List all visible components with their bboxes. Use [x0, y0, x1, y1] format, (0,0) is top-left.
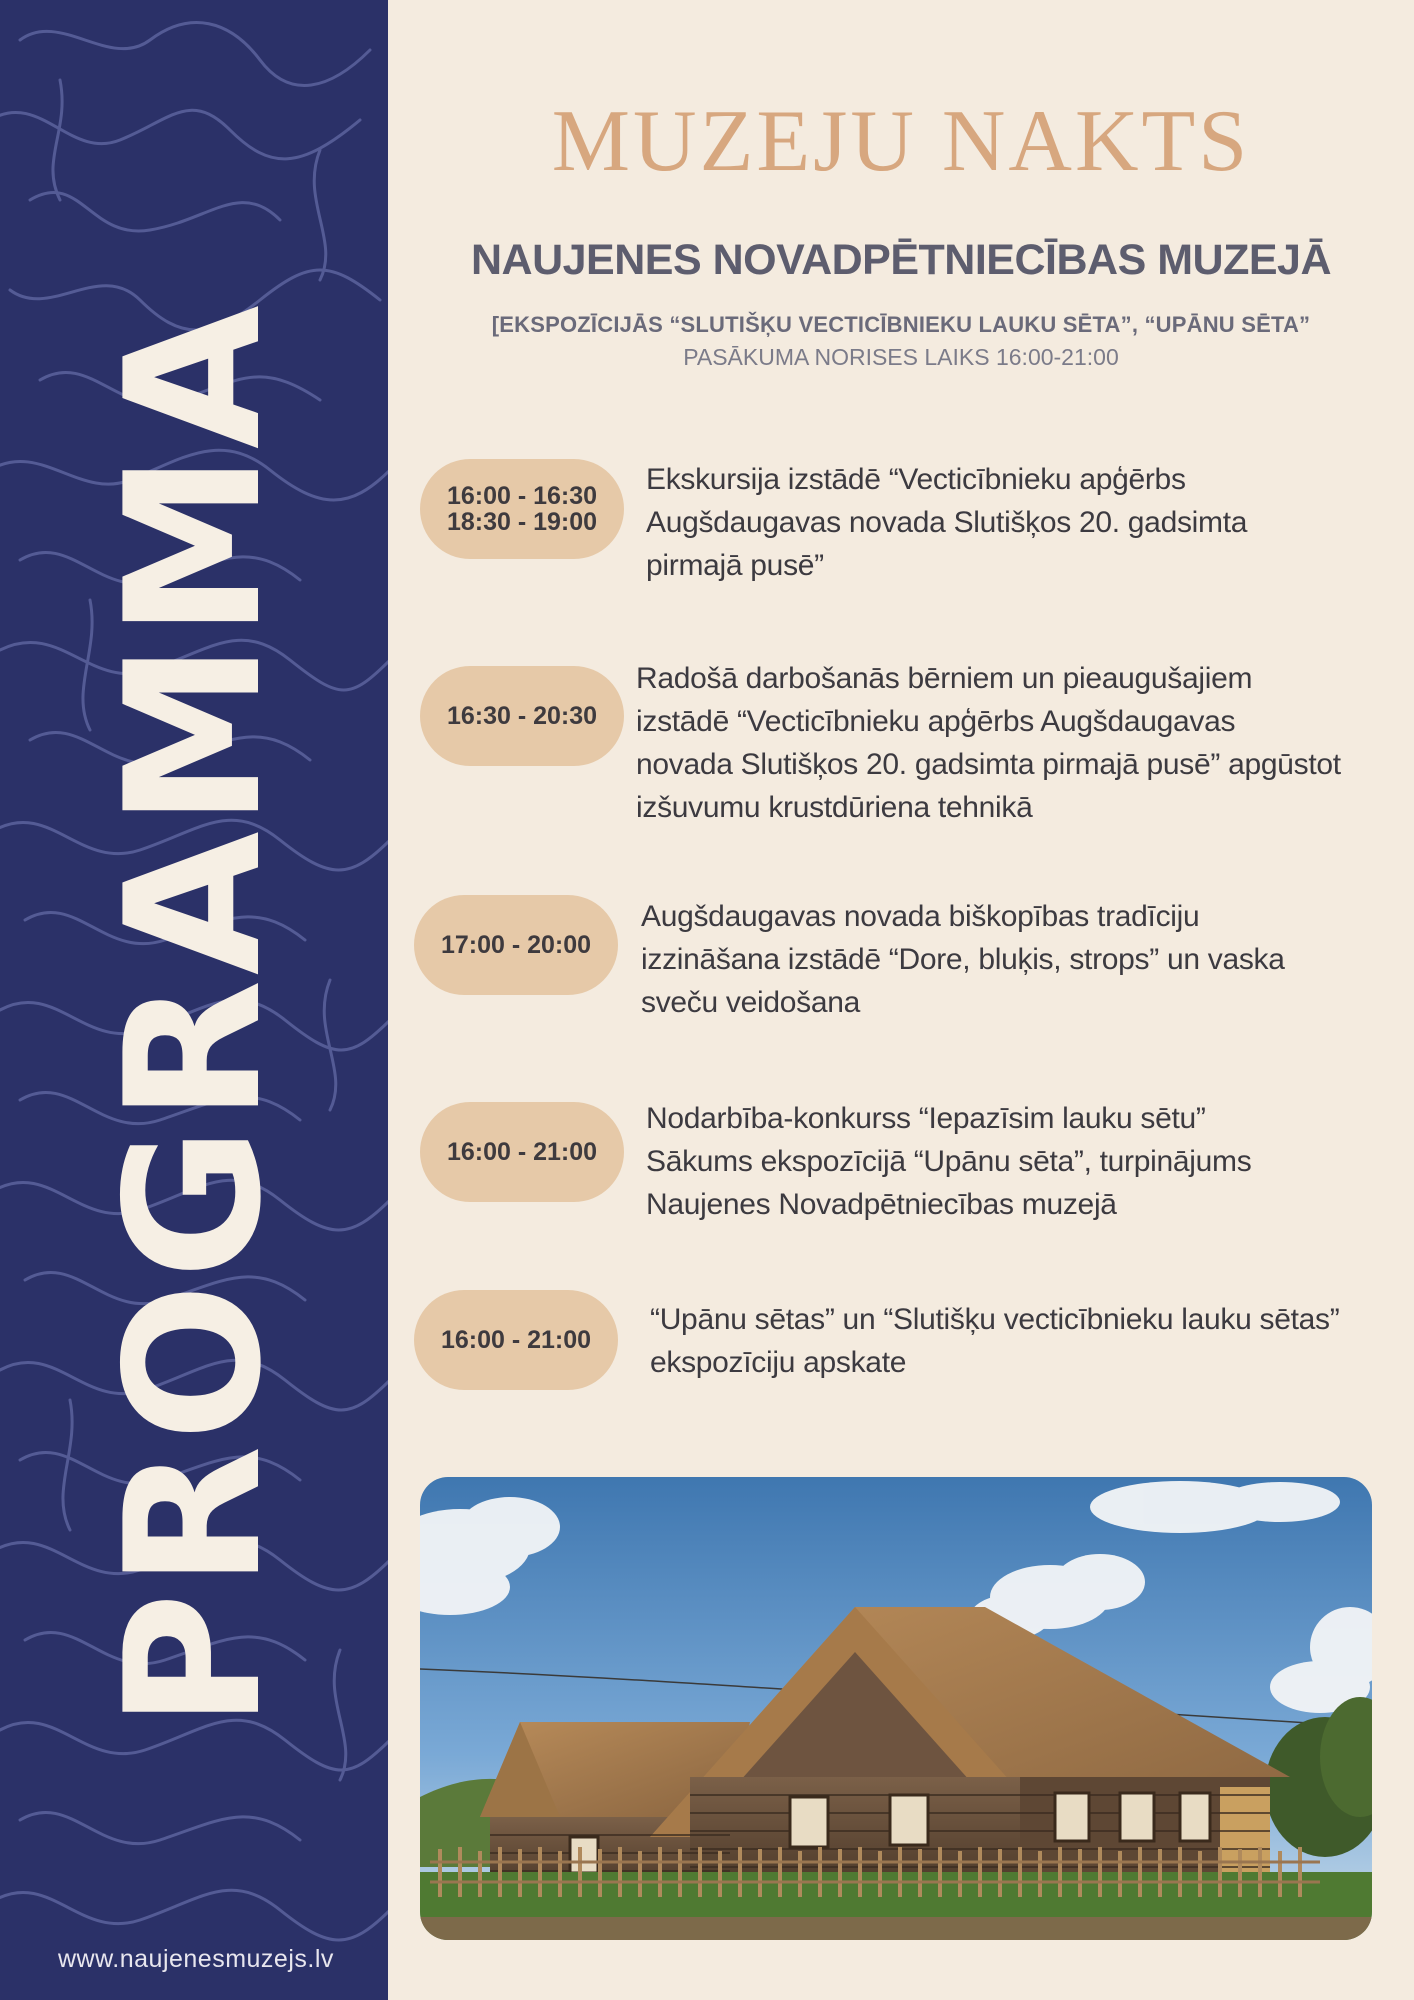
description-line: Augšdaugavas novada biškopības tradīciju	[641, 900, 1200, 933]
wooden-house-illustration	[420, 1477, 1372, 1940]
description-line: Ekskursija izstādē “Vecticībnieku apģērbs	[646, 463, 1186, 496]
time-label: 17:00 - 20:00	[440, 931, 592, 959]
description-line: pirmajā pusē”	[646, 549, 824, 582]
description-line: novada Slutišķos 20. gadsimta pirmajā pusē” apgūstot	[636, 748, 1341, 781]
page-title: MUZEJU NAKTS	[551, 93, 1251, 190]
description-line: izšuvumu krustdūriena tehnikā	[636, 791, 1033, 824]
description-line: ekspozīciju apskate	[650, 1346, 907, 1379]
programma-vertical-title: PROGRAMMA	[85, 301, 302, 1729]
time-label: 16:30 - 20:30	[446, 702, 598, 730]
farmstead-photo	[420, 1477, 1372, 1940]
schedule-description	[650, 1298, 1370, 1384]
sidebar	[0, 0, 388, 2000]
time-pill	[420, 459, 624, 559]
time-pill	[414, 895, 618, 995]
time-label: 18:30 - 19:00	[446, 508, 598, 536]
description-line: Sākums ekspozīcijā “Upānu sēta”, turpinājums	[646, 1145, 1252, 1178]
time-pill	[420, 666, 624, 766]
description-line: “Upānu sētas” un “Slutišķu vecticībnieku lauku sētas”	[650, 1303, 1340, 1336]
event-time-line: PASĀKUMA NORISES LAIKS 16:00-21:00	[683, 344, 1119, 370]
description-line: izstādē “Vecticībnieku apģērbs Augšdaugavas	[636, 705, 1236, 738]
museum-name: NAUJENES NOVADPĒTNIECĪBAS MUZEJĀ	[470, 236, 1332, 284]
time-pill	[420, 1102, 624, 1202]
description-line: Nodarbība-konkurss “Iepazīsim lauku sētu”	[646, 1102, 1206, 1135]
description-line: izzināšana izstādē “Dore, bluķis, strops” un vaska	[641, 943, 1285, 976]
description-line: Radošā darbošanās bērniem un pieaugušajiem	[636, 662, 1253, 695]
description-line: sveču veidošana	[641, 986, 860, 1019]
schedule-description	[641, 895, 1341, 1024]
time-label: 16:00 - 21:00	[446, 1138, 598, 1166]
expositions-line: [EKSPOZĪCIJĀS “SLUTIŠĶU VECTICĪBNIEKU LAUKU SĒTA”, “UPĀNU SĒTA”	[491, 312, 1311, 337]
description-line: Augšdaugavas novada Slutišķos 20. gadsimta	[646, 506, 1248, 539]
schedule-description	[646, 1097, 1346, 1226]
time-pill	[414, 1290, 618, 1390]
time-label: 16:00 - 21:00	[440, 1326, 592, 1354]
website-link[interactable]: www.naujenesmuzejs.lv	[58, 1945, 334, 1973]
schedule-description	[646, 458, 1314, 587]
time-label: 16:00 - 16:30	[446, 482, 598, 510]
description-line: Naujenes Novadpētniecības muzejā	[646, 1188, 1117, 1221]
schedule-description	[636, 657, 1356, 829]
